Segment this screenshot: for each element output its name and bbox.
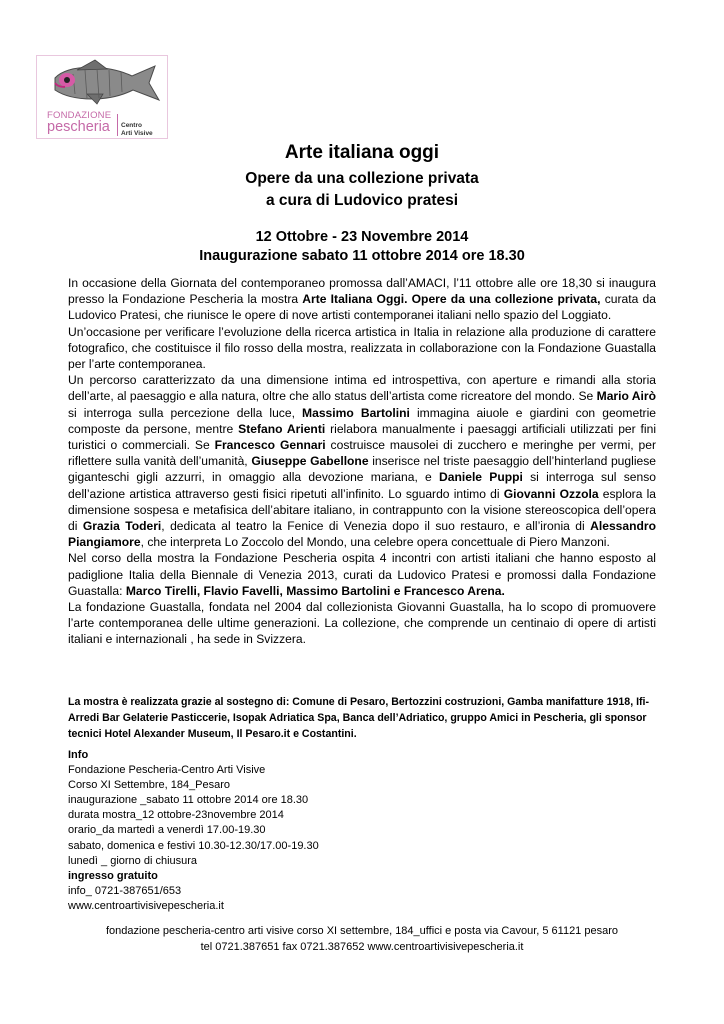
logo-divider: [117, 114, 118, 136]
bold-text-run: Stefano Arienti: [238, 421, 326, 436]
logo-text-centro: Centro: [121, 122, 142, 129]
text-run: si interroga sulla percezione della luce,: [68, 405, 303, 420]
logo-text-fondazione: FONDAZIONE: [47, 110, 112, 121]
curator-line: a cura di Ludovico pratesi: [265, 192, 459, 209]
bold-text-run: Alessandro Piangiamore: [68, 519, 657, 550]
bold-text-run: Francesco Gennari: [214, 438, 326, 453]
paragraph: [68, 550, 656, 599]
footer-contacts: tel 0721.387651 fax 0721.387652 www.centroartivisivepescheria.it: [200, 941, 524, 953]
text-run: Un’occasione per verificare l’evoluzione della ricerca artistica in Italia in relazione alla produzione di carattere fotografico, che costituisce il filo rosso della mostra, realizzata in collaborazione con la Fondazione Guastalla per l’arte contemporanea.: [68, 324, 656, 372]
footer-address: fondazione pescheria-centro arti visive corso XI settembre, 184_uffici e posta via Cavour, 5 61121 pesaro: [106, 925, 618, 937]
fondazione-pescheria-logo: [36, 55, 168, 139]
text-run: costruisce mausolei di zucchero e meringhe per vermi, per riflettere sulla vanità dell’umanità,: [68, 438, 656, 469]
document-subtitle: Opere da una collezione privata: [245, 170, 479, 187]
text-run: esplora la dimensione sospesa e metafisica dell’abitare italiano, in contrappunto con la visione stereoscopica dell’opera di: [68, 486, 657, 534]
bold-text-run: Marco Tirelli, Flavio Favelli, Massimo Bartolini e Francesco Arena.: [125, 583, 505, 598]
press-release-body: [68, 275, 656, 648]
info-line: durata mostra_12 ottobre-23novembre 2014: [68, 809, 284, 822]
info-line: Corso XI Settembre, 184_Pesaro: [68, 779, 231, 792]
text-run: , dedicata al teatro la Fenice di Venezia dopo il suo restauro, e all’ironia di: [161, 519, 591, 534]
document-title: Arte italiana oggi: [284, 142, 440, 163]
text-run: In occasione della Giornata del contemporaneo promossa dall’AMACI, l’11 ottobre alle ore 18,30 si inaugura presso la Fondazione Pescheria la mostra: [68, 276, 656, 307]
info-line: lunedì _ giorno di chiusura: [68, 854, 198, 867]
text-run: curata da Ludovico Pratesi, che riunisce le opere di nove artisti contemporanei italiani nello spazio del Loggiato.: [68, 292, 656, 323]
info-heading: Info: [68, 749, 89, 761]
info-line: ingresso gratuito: [68, 869, 158, 882]
info-line: www.centroartivisivepescheria.it: [68, 899, 224, 912]
bold-text-run: Giuseppe Gabellone: [251, 454, 369, 469]
logo-text-pescheria: pescheria: [47, 119, 110, 135]
bold-text-run: Massimo Bartolini: [302, 405, 410, 420]
bold-text-run: Giovanni Ozzola: [503, 486, 599, 501]
info-line: sabato, domenica e festivi 10.30-12.30/17.00-19.30: [68, 839, 319, 852]
paragraph: [68, 599, 656, 648]
text-run: Nel corso della mostra la Fondazione Pescheria ospita 4 incontri con artisti italiani che hanno esposto al padiglione Italia della Biennale di Venezia 2013, curati da Ludovico Pratesi e promossi dalla Fondazione Guastalla:: [68, 551, 656, 598]
info-lines: [68, 763, 468, 914]
text-run: , che interpreta Lo Zoccolo del Mondo, una celebre opera concettuale di Piero Manzoni.: [140, 535, 610, 550]
text-run: La fondazione Guastalla, fondata nel 2004 dal collezionista Giovanni Guastalla, ha lo scopo di promuovere l’arte contemporanea delle ultime generazioni. La collezione, che comprende un centinaio di opere di artisti italiani e internazionali , ha sede in Svizzera.: [68, 600, 656, 647]
paragraph: [68, 372, 656, 550]
text-run: immagina aiuole e giardini con geometrie composte da persone, mentre: [68, 405, 656, 436]
text-run: Un percorso caratterizzato da una dimensione intima ed introspettiva, con aperture e rimandi alla storia dell’arte, al paesaggio e alla natura, oltre che allo status dell’artista come ricreatore del mondo. Se: [68, 373, 656, 404]
text-run: rielabora manualmente i paesaggi artificiali utilizzati per fini turistici o commerciali. Se: [68, 421, 657, 453]
info-block: [68, 748, 468, 914]
paragraph: [68, 275, 656, 324]
info-line: Fondazione Pescheria-Centro Arti Visive: [68, 764, 266, 777]
info-line: orario_da martedì a venerdì 17.00-19.30: [68, 824, 266, 837]
paragraph: [68, 324, 656, 373]
opening-line: Inaugurazione sabato 11 ottobre 2014 ore 18.30: [199, 248, 525, 264]
bold-text-run: Grazia Toderi: [82, 519, 162, 534]
info-line: info_ 0721-387651/653: [68, 884, 182, 897]
info-line: inaugurazione _sabato 11 ottobre 2014 ore 18.30: [68, 794, 309, 807]
bold-text-run: Mario Airò: [596, 389, 656, 404]
fish-icon: [37, 56, 169, 116]
logo-text-arti-visive: Arti Visive: [121, 129, 153, 137]
logo-text-centro-arti-visive: [121, 122, 153, 137]
text-run: inserisce nel triste paesaggio dell’hinterland pugliese giganteschi gigli azzurri, in omaggio alla devozione mariana, e: [68, 454, 657, 485]
exhibition-dates: 12 Ottobre - 23 Novembre 2014: [255, 229, 469, 245]
bold-text-run: Daniele Puppi: [439, 470, 523, 485]
footer: [0, 923, 724, 955]
sponsors-paragraph: La mostra è realizzata grazie al sostegno di: Comune di Pesaro, Bertozzini costruzioni, Gamba manifatture 1918, Ifi-Arredi Bar Gelaterie Pasticcerie, Isopak Adriatica Spa, Banca dell’Adriatico, gruppo Amici in Pescheria, gli sponsor tecnici Hotel Alexander Museum, Il Pesaro.it e Costantini.: [68, 696, 650, 740]
bold-text-run: Arte Italiana Oggi. Opere da una collezione privata,: [302, 292, 601, 307]
text-run: si interroga sul senso dell’azione artistica attraverso gesti fisici ripetuti all’infinito. Lo sguardo intimo di: [68, 470, 656, 501]
